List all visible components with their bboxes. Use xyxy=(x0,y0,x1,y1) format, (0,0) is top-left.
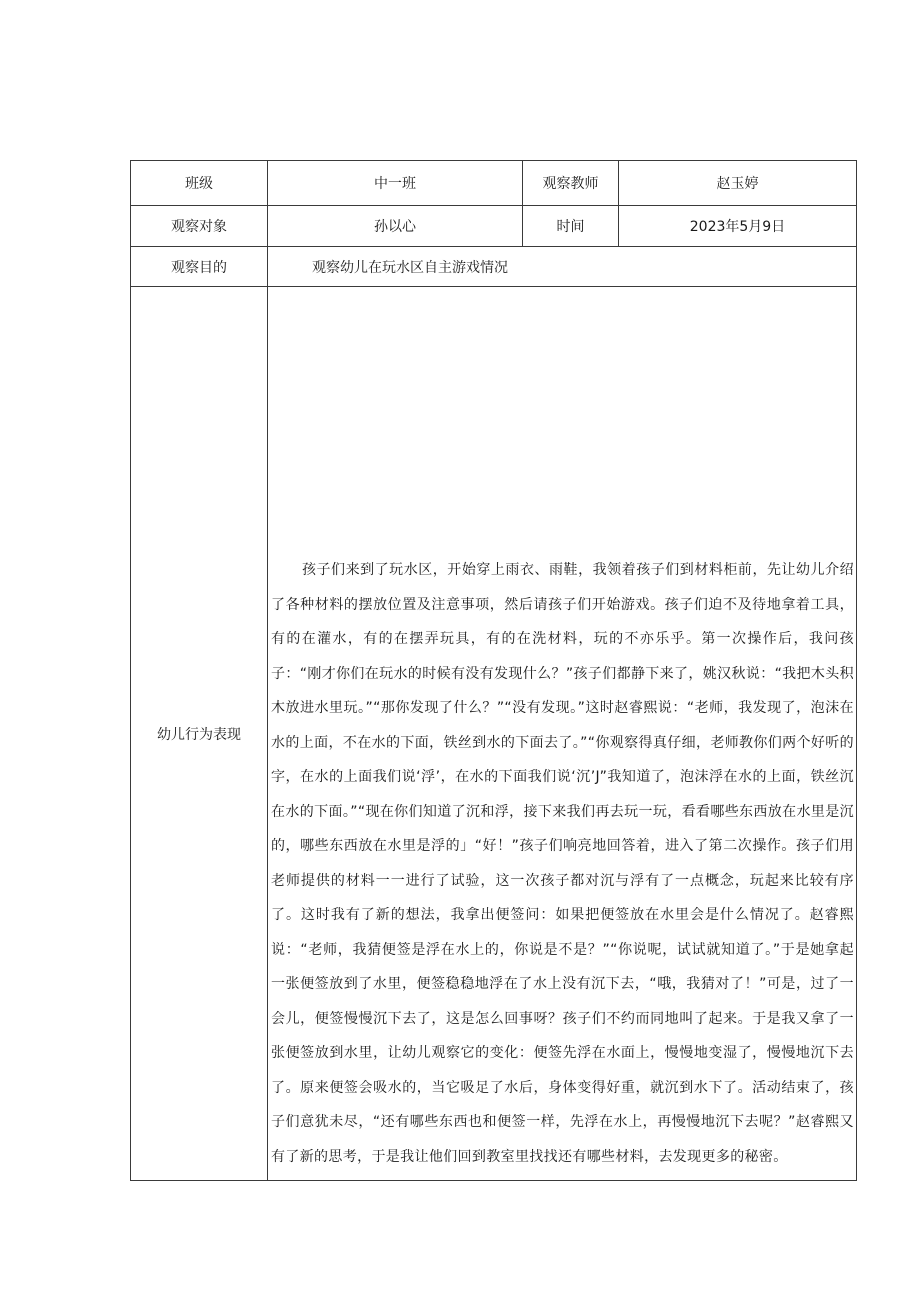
class-value: 中一班 xyxy=(268,161,523,206)
observation-record-table xyxy=(130,160,857,1181)
table-row xyxy=(131,161,857,206)
class-label: 班级 xyxy=(131,161,268,206)
purpose-value: 观察幼儿在玩水区自主游戏情况 xyxy=(268,247,857,287)
behavior-cell xyxy=(268,287,857,1181)
behavior-label: 幼儿行为表现 xyxy=(131,287,268,1181)
subject-value: 孙以心 xyxy=(268,206,523,247)
teacher-value: 赵玉婷 xyxy=(619,161,857,206)
table-row xyxy=(131,206,857,247)
behavior-text: 孩子们来到了玩水区，开始穿上雨衣、雨鞋，我领着孩子们到材料柜前，先让幼儿介绍了各种材料的摆放位置及注意事项，然后请孩子们开始游戏。孩子们迫不及待地拿着工具，有的在灌水，有的在摆弄玩具，有的在洗材料，玩的不亦乐乎。第一次操作后，我问孩子：“刚才你们在玩水的时候有没有发现什么？”孩子们都静下来了，姚汉秋说：“我把木头积木放进水里玩。”“那你发现了什么？”“没有发现。”这时赵睿熙说：“老师，我发现了，泡沫在水的上面，不在水的下面，铁丝到水的下面去了。”“你观察得真仔细，老师教你们两个好听的字，在水的上面我们说‘浮’，在水的下面我们说‘沉’J”我知道了，泡沫浮在水的上面，铁丝沉在水的下面。”“现在你们知道了沉和浮，接下来我们再去玩一玩，看看哪些东西放在水里是沉的，哪些东西放在水里是浮的」“好！”孩子们响亮地回答着，进入了第二次操作。孩子们用老师提供的材料一一进行了试验，这一次孩子都对沉与浮有了一点概念，玩起来比较有序了。这时我有了新的想法，我拿出便签问：如果把便签放在水里会是什么情况了。赵睿熙说：“老师，我猜便签是浮在水上的，你说是不是？”“你说呢，试试就知道了。”于是她拿起一张便签放到了水里，便签稳稳地浮在了水上没有沉下去，“哦，我猜对了！”可是，过了一会儿，便签慢慢沉下去了，这是怎么回事呀？孩子们不约而同地叫了起来。于是我又拿了一张便签放到水里，让幼儿观察它的变化：便签先浮在水面上，慢慢地变湿了，慢慢地沉下去了。原来便签会吸水的，当它吸足了水后，身体变得好重，就沉到水下了。活动结束了，孩子们意犹未尽，“还有哪些东西也和便签一样，先浮在水上，再慢慢地沉下去呢？”赵睿熙又有了新的思考，于是我让他们回到教室里找找还有哪些材料，去发现更多的秘密。 xyxy=(271,562,854,1165)
table-row xyxy=(131,247,857,287)
purpose-label: 观察目的 xyxy=(131,247,268,287)
teacher-label: 观察教师 xyxy=(523,161,619,206)
time-value: 2023年5月9日 xyxy=(619,206,857,247)
subject-label: 观察对象 xyxy=(131,206,268,247)
time-label: 时间 xyxy=(523,206,619,247)
table-row xyxy=(131,287,857,1181)
